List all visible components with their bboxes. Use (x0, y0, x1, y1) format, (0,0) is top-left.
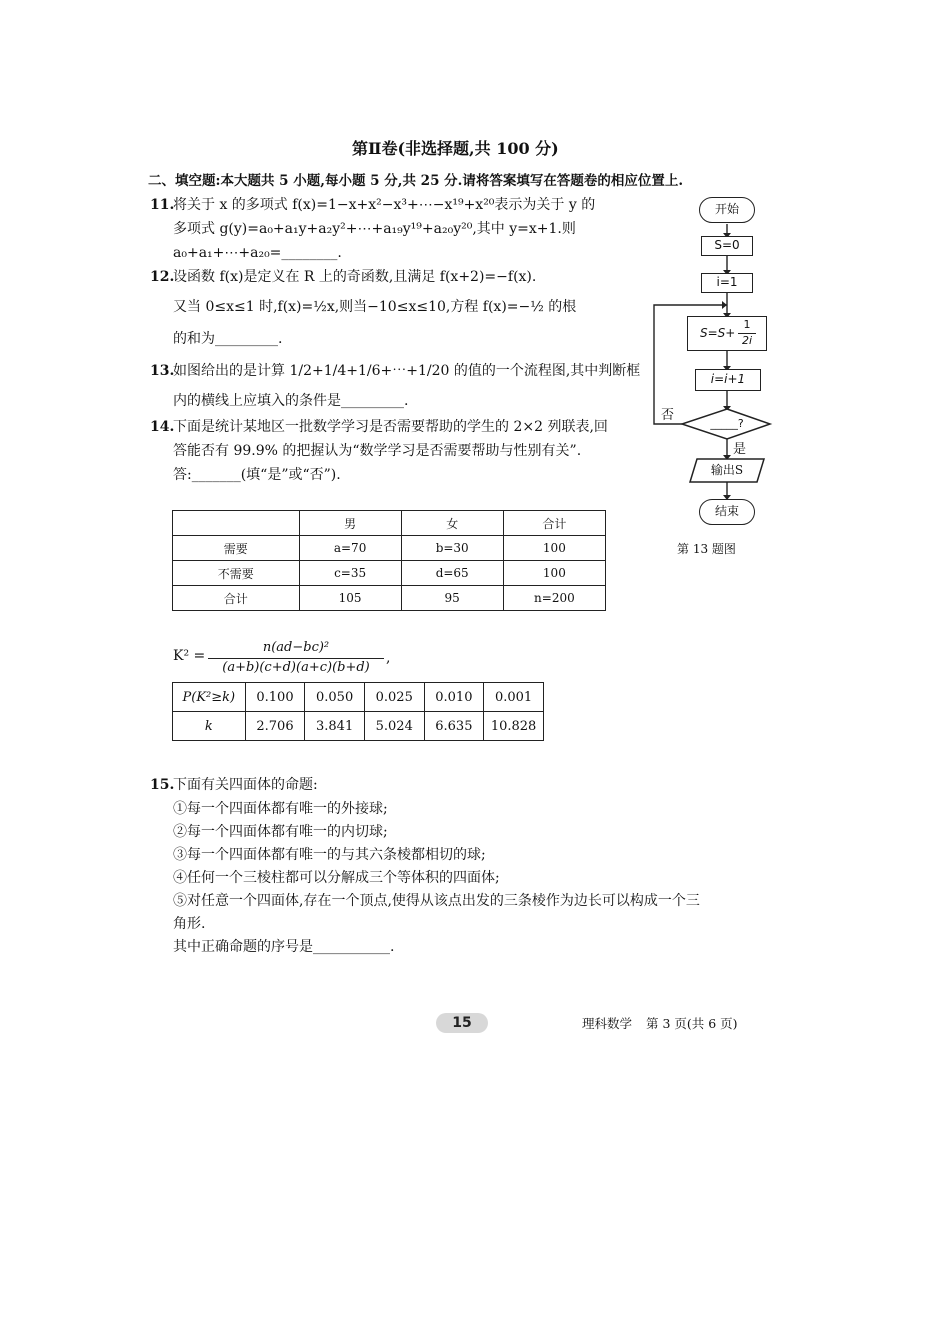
table-cell: 女 (401, 511, 503, 536)
table-cell: 需要 (173, 536, 300, 561)
q12-number: 12. (150, 269, 175, 285)
table-cell: P(K²≥k) (173, 683, 246, 712)
q15-item-2: ②每一个四面体都有唯一的内切球; (173, 824, 388, 840)
flowchart-output-label: 输出S (710, 463, 744, 477)
flowchart-increment-i (695, 369, 761, 391)
table-cell: 0.100 (245, 683, 305, 712)
q15-item-5: ⑤对任意一个四面体,存在一个顶点,使得从该点出发的三条棱作为边长可以构成一个三 (173, 893, 700, 909)
table-cell: n=200 (503, 586, 605, 611)
table-cell: 100 (503, 536, 605, 561)
q15-item-4: ④任何一个三棱柱都可以分解成三个等体积的四面体; (173, 870, 500, 886)
footer-page-info: 第 3 页(共 6 页) (646, 1016, 738, 1031)
q15-item-3: ③每一个四面体都有唯一的与其六条棱都相切的球; (173, 847, 486, 863)
table-cell: k (173, 712, 246, 741)
table-cell: 5.024 (364, 712, 424, 741)
table-row (173, 536, 606, 561)
flowchart-no-label: 否 (661, 408, 675, 423)
table-row (173, 561, 606, 586)
flowchart-init-s-label: S=0 (714, 238, 740, 252)
k2-numerator: n(ad−bc)² (262, 640, 330, 655)
table-cell: 男 (299, 511, 401, 536)
table-cell: 0.025 (364, 683, 424, 712)
fraction-bar (208, 658, 384, 659)
update-s-prefix: S=S+ (700, 326, 736, 340)
flowchart-start-label: 开始 (714, 202, 739, 216)
q15-answer: 其中正确命题的序号是___________. (173, 939, 395, 955)
footer-subject: 理科数学 (582, 1016, 633, 1031)
table-cell: c=35 (299, 561, 401, 586)
q12-line3: 的和为_________. (173, 331, 283, 347)
contingency-table (172, 510, 606, 611)
flowchart-caption: 第 13 题图 (677, 542, 736, 556)
k2-denominator: (a+b)(c+d)(a+c)(b+d) (222, 660, 370, 675)
q15-number: 15. (150, 777, 175, 793)
table-cell: 0.001 (484, 683, 544, 712)
flowchart-end-label: 结束 (714, 504, 739, 518)
flowchart-end (699, 499, 755, 525)
k2-comma: , (386, 650, 391, 666)
table-cell (173, 511, 300, 536)
table-cell: 105 (299, 586, 401, 611)
q12-line2: 又当 0≤x≤1 时,f(x)=½x,则当−10≤x≤10,方程 f(x)=−½ 的根 (173, 299, 577, 315)
q15-item-5-cont: 角形. (173, 916, 206, 932)
flowchart-start (699, 197, 755, 223)
table-cell: 10.828 (484, 712, 544, 741)
q14-line2: 答能否有 99.9% 的把握认为“数学学习是否需要帮助与性别有关”. (173, 443, 582, 459)
flowchart-init-i-label: i=1 (716, 275, 738, 289)
flowchart-update-s (687, 316, 767, 351)
update-s-numerator: 1 (743, 318, 751, 331)
q13-line1: 如图给出的是计算 1/2+1/4+1/6+⋯+1/20 的值的一个流程图,其中判断框 (173, 363, 641, 379)
q12-line1: 设函数 f(x)是定义在 R 上的奇函数,且满足 f(x+2)=−f(x). (173, 269, 537, 285)
flowchart-yes-label: 是 (733, 442, 747, 457)
table-row (173, 683, 544, 712)
table-row (173, 511, 606, 536)
flowchart-init-s (701, 236, 753, 256)
q13-line2: 内的横线上应填入的条件是_________. (173, 393, 409, 409)
q11-line2: 多项式 g(y)=a₀+a₁y+a₂y²+⋯+a₁₉y¹⁹+a₂₀y²⁰,其中 y=x+1.则 (173, 221, 576, 237)
q11-number: 11. (150, 197, 175, 213)
q14-line3: 答:_______(填“是”或“否”). (173, 467, 341, 483)
q14-line1: 下面是统计某地区一批数学学习是否需要帮助的学生的 2×2 列联表,回 (173, 419, 608, 435)
table-cell: 2.706 (245, 712, 305, 741)
q15-intro: 下面有关四面体的命题: (173, 777, 318, 793)
flowchart-init-i (701, 273, 753, 293)
q14-number: 14. (150, 419, 175, 435)
k2-lhs: K² = (173, 648, 206, 664)
table-cell: 3.841 (305, 712, 365, 741)
table-cell: d=65 (401, 561, 503, 586)
table-cell: 合计 (503, 511, 605, 536)
flowchart-decision-label: _____? (710, 417, 744, 430)
flowchart-increment-i-label: i=i+1 (710, 372, 746, 386)
table-row (173, 586, 606, 611)
table-cell: 6.635 (424, 712, 484, 741)
q15-item-1: ①每一个四面体都有唯一的外接球; (173, 801, 388, 817)
table-cell: b=30 (401, 536, 503, 561)
q11-line3: a₀+a₁+⋯+a₂₀=________. (173, 245, 342, 261)
page-badge: 15 (436, 1013, 488, 1033)
section-title: 第Ⅱ卷(非选择题,共 100 分) (352, 139, 559, 158)
table-cell: 不需要 (173, 561, 300, 586)
table-cell: 100 (503, 561, 605, 586)
q13-number: 13. (150, 363, 175, 379)
table-row (173, 712, 544, 741)
critical-value-table (172, 682, 544, 741)
table-cell: 95 (401, 586, 503, 611)
table-cell: 合计 (173, 586, 300, 611)
q11-line1: 将关于 x 的多项式 f(x)=1−x+x²−x³+⋯−x¹⁹+x²⁰表示为关于 y 的 (173, 197, 596, 213)
update-s-denominator: 2i (741, 334, 753, 347)
part-heading: 二、填空题:本大题共 5 小题,每小题 5 分,共 25 分.请将答案填写在答题卷的相应位置上. (148, 173, 684, 189)
table-cell: a=70 (299, 536, 401, 561)
table-cell: 0.010 (424, 683, 484, 712)
table-cell: 0.050 (305, 683, 365, 712)
